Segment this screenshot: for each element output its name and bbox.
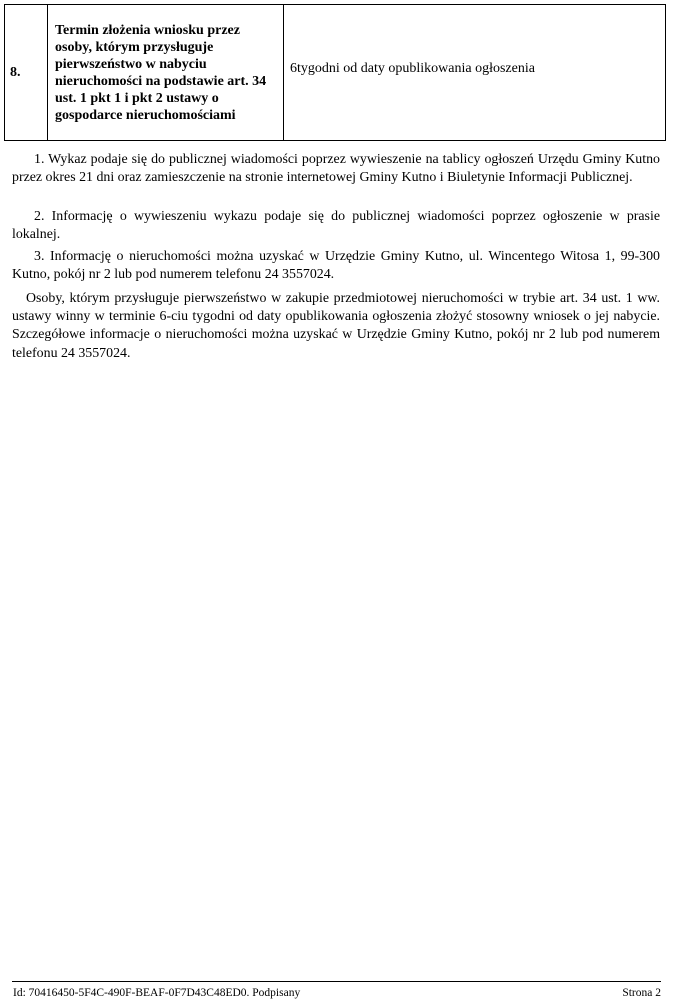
paragraph-priority-rights: Osoby, którym przysługuje pierwszeństwo w zakupie przedmiotowej nieruchomości w trybie art. 34 ust. 1 ww. ustawy winny w terminie 6-ciu tygodni od daty opublikowania ogłoszenia złożyć stosowny wniosek o jej nabycie. Szczegółowe informacje o nieruchomości można uzyskać w Urzędzie Gminy Kutno, pokój nr 2 lub pod numerem telefonu 24 3557024. (12, 291, 660, 361)
row-value-cell (284, 5, 666, 141)
footer-document-id: Id: 70416450-5F4C-490F-BEAF-0F7D43C48ED0. Podpisany (13, 987, 301, 999)
details-table (4, 4, 666, 141)
row-label: Termin złożenia wniosku przez osoby, którym przysługuje pierwszeństwo w nabyciu nieruchomości na podstawie art. 34 ust. 1 pkt 1 i pkt 2 ustawy o gospodarce nieruchomościami (48, 5, 284, 141)
footer-page-number: Strona 2 (622, 987, 661, 999)
paragraph-contact-info: 3. Informację o nieruchomości można uzyskać w Urzędzie Gminy Kutno, ul. Wincentego Witosa 1, 99-300 Kutno, pokój nr 2 lub pod numerem telefonu 24 3557024. (12, 249, 660, 283)
table-row (5, 5, 666, 141)
footer-divider (12, 981, 661, 982)
paragraph-press-notice: 2. Informację o wywieszeniu wykazu podaje się do publicznej wiadomości poprzez ogłoszenie w prasie lokalnej. (12, 209, 660, 243)
paragraph-announcement: 1. Wykaz podaje się do publicznej wiadomości poprzez wywieszenie na tablicy ogłoszeń Urzędu Gminy Kutno przez okres 21 dni oraz zamieszczenie na stronie internetowej Gminy Kutno i Biuletynie Informacji Publicznej. (12, 152, 660, 186)
row-value: 6tygodni od daty opublikowania ogłoszenia (290, 60, 535, 76)
row-number: 8. (5, 5, 48, 141)
